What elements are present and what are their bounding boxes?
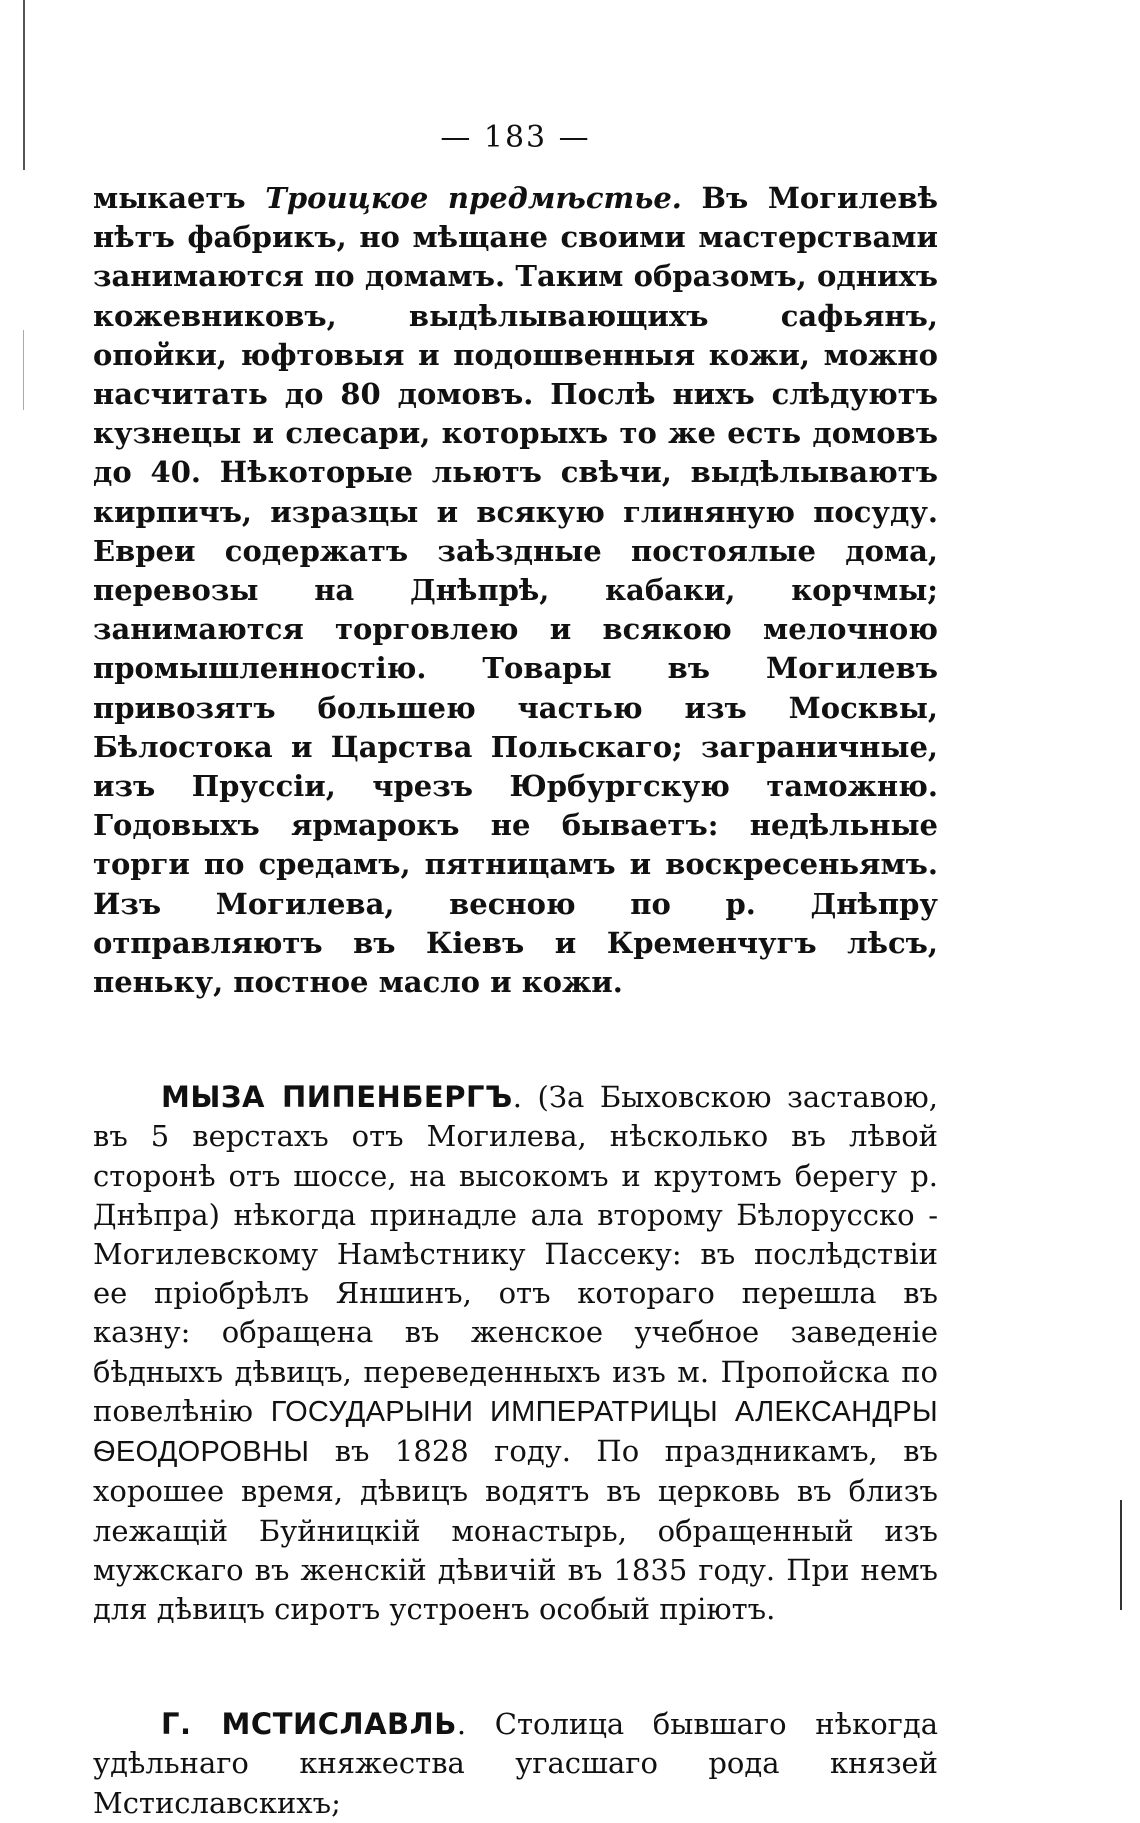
paragraph-body: въ 1828 году. По праздникамъ, въ хорошее время, дѣвицъ водятъ въ церковь въ близъ лежащій Буйницкій монастырь, обращенный изъ мужскаго въ женскій дѣвичій въ 1835 году. При немъ для дѣвицъ сиротъ устроенъ особый пріютъ. [93,1434,938,1626]
imperial-title: ГОСУДАРЫНИ ИМПЕРАТРИЦЫ АЛЕКСАНДРЫ ѲЕОДОРОВНЫ [93,1395,938,1469]
paragraph-lead: мыкаетъ [93,181,266,215]
paragraph-body: Въ Могилевѣ нѣтъ фабрикъ, но мѣщане своими мастерствами занимаются по домамъ. Таким образомъ, однихъ кожевниковъ, выдѣлывающихъ сафьянъ, опойки, юфтовыя и подошвенныя кожи, можно насчитать до 80 домовъ. Послѣ нихъ слѣдуютъ кузнецы и слесари, которыхъ то же есть домовъ до 40. Нѣкоторые льютъ свѣчи, выдѣлываютъ кирпичъ, изразцы и всякую глиняную посуду. Евреи содержатъ заѣздные постоялые дома, перевозы на Днѣпрѣ, кабаки, корчмы; занимаются торговлею и всякою мелочною промышленностію. Товары въ Могилевъ привозятъ большею частью изъ Москвы, Бѣлостока и Царства Польскаго; заграничные, изъ Пруссіи, чрезъ Юрбургскую таможню. Годовыхъ ярмарокъ не бываетъ: недѣльные торги по средамъ, пятницамъ и воскресеньямъ. Изъ Могилева, весною по р. Днѣпру отправляютъ въ Кіевъ и Кременчугъ лѣсъ, пеньку, постное масло и кожи. [93,181,938,1000]
section-heading: Г. МСТИСЛАВЛЬ [161,1707,457,1742]
page-number: — 183 — [440,120,591,155]
page-edge-shadow [1120,1500,1122,1610]
paragraph-mogilev-trade [93,179,938,1002]
book-page [93,120,938,1823]
paragraph-pipenberg [93,1078,938,1629]
page-edge-shadow [23,0,25,170]
paragraph-mstislavl [93,1705,938,1823]
paragraph-body: . Столица бывшаго нѣкогда удѣльнаго княжества угасшаго рода князей Мстиславскихъ; [93,1707,938,1820]
section-heading: МЫЗА ПИПЕНБЕРГЪ [161,1080,513,1115]
paragraph-body: . (За Быховскою заставою, въ 5 верстахъ отъ Могилева, нѣсколько въ лѣвой сторонѣ отъ шоссе, на высокомъ и крутомъ берегу р. Днѣпра) нѣкогда принадле ала второму Бѣлорусско - Могилевскому Намѣстнику Пассеку: въ послѣдствіи ее пріобрѣлъ Яншинъ, отъ котораго перешла въ казну: обращена въ женское учебное заведеніе бѣдныхъ дѣвицъ, переведенныхъ изъ м. Пропойска по повелѣнію [93,1080,938,1428]
italic-place-name: Троицкое предмѣстье. [265,181,682,215]
page-edge-shadow [23,330,24,410]
